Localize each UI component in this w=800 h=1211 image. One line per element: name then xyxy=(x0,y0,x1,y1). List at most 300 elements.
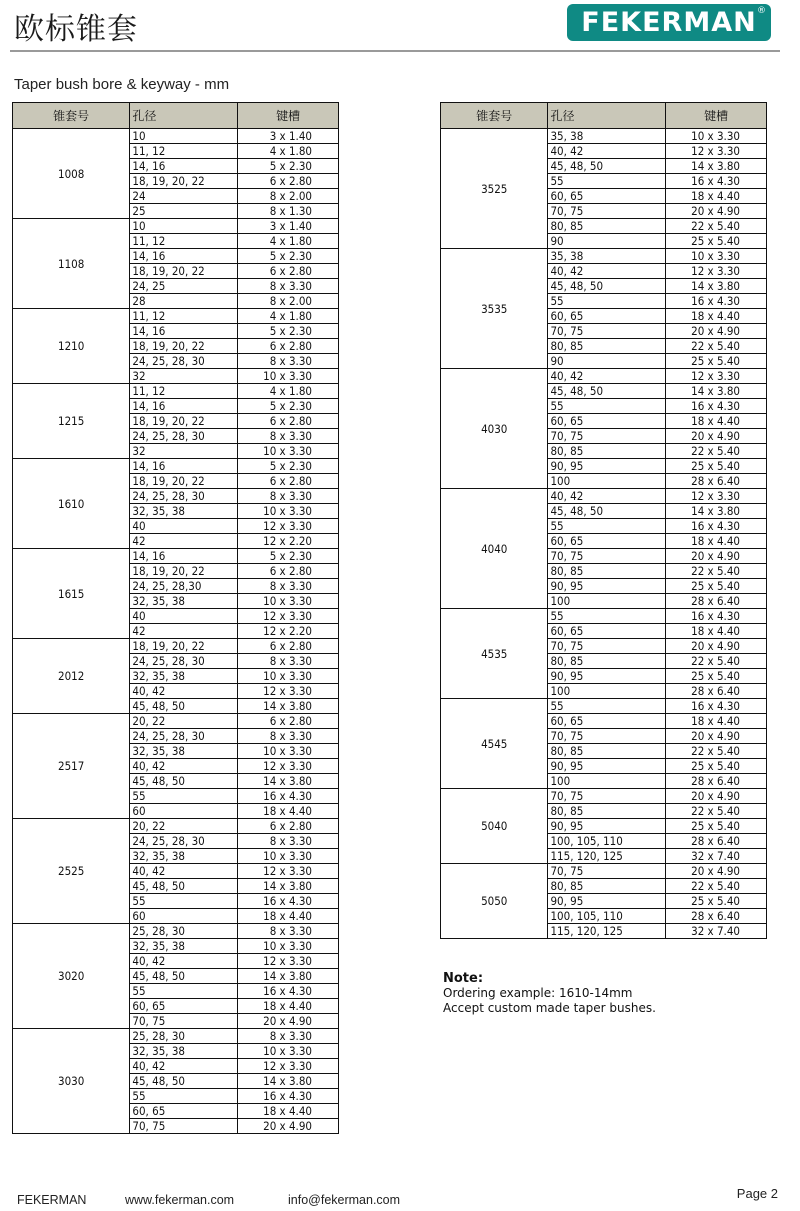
keyway-cell: 4 x 1.80 xyxy=(238,144,339,159)
keyway-cell: 8 x 3.30 xyxy=(238,579,339,594)
bore-cell: 24, 25, 28, 30 xyxy=(130,729,238,744)
keyway-cell: 16 x 4.30 xyxy=(666,699,767,714)
bore-cell: 90, 95 xyxy=(548,759,666,774)
bore-cell: 11, 12 xyxy=(130,384,238,399)
keyway-cell: 18 x 4.40 xyxy=(666,624,767,639)
bore-cell: 100, 105, 110 xyxy=(548,909,666,924)
bore-cell: 90 xyxy=(548,234,666,249)
bore-cell: 70, 75 xyxy=(548,429,666,444)
bore-cell: 14, 16 xyxy=(130,159,238,174)
bush-size-cell: 3535 xyxy=(441,249,548,369)
table-row xyxy=(441,789,767,804)
keyway-cell: 20 x 4.90 xyxy=(238,1014,339,1029)
keyway-cell: 32 x 7.40 xyxy=(666,924,767,939)
bore-cell: 32, 35, 38 xyxy=(130,594,238,609)
keyway-cell: 16 x 4.30 xyxy=(666,399,767,414)
keyway-cell: 10 x 3.30 xyxy=(238,504,339,519)
bore-cell: 14, 16 xyxy=(130,324,238,339)
bore-cell: 40, 42 xyxy=(548,489,666,504)
keyway-cell: 28 x 6.40 xyxy=(666,909,767,924)
bore-cell: 80, 85 xyxy=(548,564,666,579)
keyway-cell: 6 x 2.80 xyxy=(238,714,339,729)
keyway-cell: 5 x 2.30 xyxy=(238,549,339,564)
keyway-cell: 14 x 3.80 xyxy=(238,774,339,789)
table-row xyxy=(441,129,767,144)
bore-cell: 90, 95 xyxy=(548,669,666,684)
bush-size-cell: 4030 xyxy=(441,369,548,489)
keyway-cell: 5 x 2.30 xyxy=(238,159,339,174)
keyway-cell: 8 x 3.30 xyxy=(238,1029,339,1044)
keyway-cell: 12 x 3.30 xyxy=(666,264,767,279)
keyway-cell: 12 x 3.30 xyxy=(238,864,339,879)
keyway-cell: 18 x 4.40 xyxy=(666,189,767,204)
bore-cell: 60, 65 xyxy=(548,624,666,639)
bore-cell: 25, 28, 30 xyxy=(130,924,238,939)
bore-cell: 40 xyxy=(130,609,238,624)
keyway-cell: 12 x 3.30 xyxy=(238,684,339,699)
brand-logo xyxy=(567,4,771,41)
bore-cell: 32, 35, 38 xyxy=(130,1044,238,1059)
bore-cell: 55 xyxy=(548,609,666,624)
table-row xyxy=(13,219,339,234)
column-header-size: 锥套号 xyxy=(13,103,130,129)
keyway-cell: 12 x 3.30 xyxy=(238,519,339,534)
keyway-cell: 16 x 4.30 xyxy=(666,519,767,534)
keyway-cell: 8 x 3.30 xyxy=(238,279,339,294)
bore-cell: 45, 48, 50 xyxy=(548,384,666,399)
bore-cell: 20, 22 xyxy=(130,714,238,729)
bore-cell: 14, 16 xyxy=(130,459,238,474)
bore-cell: 10 xyxy=(130,129,238,144)
bush-size-cell: 1615 xyxy=(13,549,130,639)
bore-cell: 32, 35, 38 xyxy=(130,849,238,864)
bore-cell: 115, 120, 125 xyxy=(548,849,666,864)
bore-cell: 55 xyxy=(548,519,666,534)
keyway-cell: 5 x 2.30 xyxy=(238,249,339,264)
bore-cell: 18, 19, 20, 22 xyxy=(130,414,238,429)
keyway-cell: 20 x 4.90 xyxy=(666,549,767,564)
keyway-cell: 10 x 3.30 xyxy=(238,1044,339,1059)
bore-cell: 32, 35, 38 xyxy=(130,504,238,519)
keyway-cell: 6 x 2.80 xyxy=(238,264,339,279)
keyway-cell: 6 x 2.80 xyxy=(238,564,339,579)
bore-cell: 70, 75 xyxy=(130,1119,238,1134)
bore-cell: 80, 85 xyxy=(548,879,666,894)
bore-cell: 70, 75 xyxy=(548,324,666,339)
keyway-cell: 10 x 3.30 xyxy=(238,849,339,864)
keyway-cell: 25 x 5.40 xyxy=(666,669,767,684)
keyway-cell: 10 x 3.30 xyxy=(238,939,339,954)
bore-cell: 32, 35, 38 xyxy=(130,669,238,684)
keyway-cell: 12 x 2.20 xyxy=(238,624,339,639)
bore-cell: 14, 16 xyxy=(130,399,238,414)
bore-cell: 115, 120, 125 xyxy=(548,924,666,939)
keyway-cell: 28 x 6.40 xyxy=(666,684,767,699)
bore-cell: 18, 19, 20, 22 xyxy=(130,474,238,489)
footer-email-link[interactable]: info@fekerman.com xyxy=(288,1193,401,1207)
bore-cell: 100, 105, 110 xyxy=(548,834,666,849)
bore-cell: 18, 19, 20, 22 xyxy=(130,639,238,654)
table-row xyxy=(13,924,339,939)
bore-cell: 80, 85 xyxy=(548,654,666,669)
keyway-cell: 25 x 5.40 xyxy=(666,354,767,369)
bore-cell: 40, 42 xyxy=(130,684,238,699)
bore-cell: 100 xyxy=(548,474,666,489)
table-row xyxy=(441,369,767,384)
keyway-cell: 8 x 3.30 xyxy=(238,354,339,369)
bore-cell: 60, 65 xyxy=(548,189,666,204)
bore-cell: 24, 25, 28, 30 xyxy=(130,429,238,444)
bush-size-cell: 2525 xyxy=(13,819,130,924)
keyway-cell: 6 x 2.80 xyxy=(238,339,339,354)
keyway-cell: 12 x 3.30 xyxy=(666,369,767,384)
header-divider xyxy=(10,50,780,52)
keyway-cell: 14 x 3.80 xyxy=(238,699,339,714)
bore-cell: 42 xyxy=(130,534,238,549)
table-row xyxy=(13,1029,339,1044)
keyway-cell: 8 x 3.30 xyxy=(238,429,339,444)
bore-cell: 18, 19, 20, 22 xyxy=(130,564,238,579)
keyway-cell: 22 x 5.40 xyxy=(666,654,767,669)
bore-cell: 24, 25, 28, 30 xyxy=(130,354,238,369)
keyway-cell: 10 x 3.30 xyxy=(238,444,339,459)
bore-cell: 18, 19, 20, 22 xyxy=(130,339,238,354)
keyway-cell: 6 x 2.80 xyxy=(238,174,339,189)
bore-cell: 45, 48, 50 xyxy=(548,504,666,519)
keyway-cell: 16 x 4.30 xyxy=(666,609,767,624)
bore-cell: 80, 85 xyxy=(548,219,666,234)
keyway-cell: 16 x 4.30 xyxy=(238,789,339,804)
keyway-cell: 12 x 3.30 xyxy=(666,489,767,504)
keyway-cell: 22 x 5.40 xyxy=(666,804,767,819)
bore-cell: 25, 28, 30 xyxy=(130,1029,238,1044)
keyway-cell: 5 x 2.30 xyxy=(238,459,339,474)
bore-cell: 55 xyxy=(130,789,238,804)
bore-cell: 80, 85 xyxy=(548,444,666,459)
bore-cell: 55 xyxy=(548,399,666,414)
bush-size-cell: 1108 xyxy=(13,219,130,309)
keyway-cell: 10 x 3.30 xyxy=(238,369,339,384)
bore-cell: 11, 12 xyxy=(130,309,238,324)
table-row xyxy=(13,129,339,144)
keyway-cell: 3 x 1.40 xyxy=(238,129,339,144)
bush-size-cell: 4535 xyxy=(441,609,548,699)
bore-cell: 32 xyxy=(130,369,238,384)
keyway-cell: 22 x 5.40 xyxy=(666,444,767,459)
keyway-cell: 8 x 1.30 xyxy=(238,204,339,219)
keyway-cell: 18 x 4.40 xyxy=(666,534,767,549)
bore-cell: 60, 65 xyxy=(548,414,666,429)
page-title: 欧标锥套 xyxy=(14,12,138,47)
keyway-cell: 8 x 2.00 xyxy=(238,189,339,204)
keyway-cell: 16 x 4.30 xyxy=(238,894,339,909)
keyway-cell: 20 x 4.90 xyxy=(666,789,767,804)
column-header-bore: 孔径 xyxy=(548,103,666,129)
bore-cell: 90, 95 xyxy=(548,819,666,834)
ordering-note xyxy=(443,971,656,1016)
footer-website-link[interactable]: www.fekerman.com xyxy=(125,1193,235,1207)
bore-cell: 32, 35, 38 xyxy=(130,744,238,759)
table-row xyxy=(441,864,767,879)
keyway-cell: 16 x 4.30 xyxy=(666,294,767,309)
keyway-cell: 10 x 3.30 xyxy=(666,129,767,144)
keyway-cell: 6 x 2.80 xyxy=(238,414,339,429)
table-row xyxy=(441,489,767,504)
keyway-cell: 10 x 3.30 xyxy=(238,744,339,759)
keyway-cell: 14 x 3.80 xyxy=(666,279,767,294)
table-row xyxy=(13,714,339,729)
bore-cell: 90 xyxy=(548,354,666,369)
bore-cell: 80, 85 xyxy=(548,339,666,354)
bush-size-cell: 1210 xyxy=(13,309,130,384)
bore-cell: 90, 95 xyxy=(548,459,666,474)
bore-cell: 14, 16 xyxy=(130,549,238,564)
bore-cell: 60 xyxy=(130,804,238,819)
table-row xyxy=(13,549,339,564)
taper-bush-table-left xyxy=(12,102,339,1134)
bush-size-cell: 3020 xyxy=(13,924,130,1029)
bore-cell: 100 xyxy=(548,684,666,699)
keyway-cell: 3 x 1.40 xyxy=(238,219,339,234)
keyway-cell: 8 x 3.30 xyxy=(238,654,339,669)
bore-cell: 40, 42 xyxy=(548,369,666,384)
section-subtitle: Taper bush bore & keyway - mm xyxy=(14,76,230,93)
keyway-cell: 18 x 4.40 xyxy=(238,999,339,1014)
bore-cell: 80, 85 xyxy=(548,804,666,819)
column-header-keyway: 键槽 xyxy=(238,103,339,129)
bore-cell: 18, 19, 20, 22 xyxy=(130,174,238,189)
bore-cell: 55 xyxy=(130,984,238,999)
bush-size-cell: 1008 xyxy=(13,129,130,219)
bore-cell: 14, 16 xyxy=(130,249,238,264)
bore-cell: 40, 42 xyxy=(130,759,238,774)
bore-cell: 100 xyxy=(548,594,666,609)
bush-size-cell: 2012 xyxy=(13,639,130,714)
bore-cell: 90, 95 xyxy=(548,894,666,909)
keyway-cell: 12 x 3.30 xyxy=(238,759,339,774)
keyway-cell: 20 x 4.90 xyxy=(238,1119,339,1134)
bore-cell: 40 xyxy=(130,519,238,534)
keyway-cell: 16 x 4.30 xyxy=(238,1089,339,1104)
bore-cell: 28 xyxy=(130,294,238,309)
bore-cell: 24, 25, 28,30 xyxy=(130,579,238,594)
keyway-cell: 32 x 7.40 xyxy=(666,849,767,864)
bore-cell: 40, 42 xyxy=(130,954,238,969)
note-custom-made: Accept custom made taper bushes. xyxy=(443,1001,656,1015)
bore-cell: 25 xyxy=(130,204,238,219)
keyway-cell: 18 x 4.40 xyxy=(666,714,767,729)
keyway-cell: 25 x 5.40 xyxy=(666,459,767,474)
keyway-cell: 5 x 2.30 xyxy=(238,324,339,339)
keyway-cell: 12 x 2.20 xyxy=(238,534,339,549)
keyway-cell: 14 x 3.80 xyxy=(238,969,339,984)
keyway-cell: 4 x 1.80 xyxy=(238,234,339,249)
bore-cell: 18, 19, 20, 22 xyxy=(130,264,238,279)
table-row xyxy=(13,309,339,324)
bore-cell: 32, 35, 38 xyxy=(130,939,238,954)
column-header-keyway: 键槽 xyxy=(666,103,767,129)
bore-cell: 70, 75 xyxy=(548,549,666,564)
keyway-cell: 20 x 4.90 xyxy=(666,639,767,654)
bore-cell: 20, 22 xyxy=(130,819,238,834)
keyway-cell: 20 x 4.90 xyxy=(666,429,767,444)
bore-cell: 55 xyxy=(548,294,666,309)
footer-company: FEKERMAN xyxy=(17,1193,87,1207)
keyway-cell: 25 x 5.40 xyxy=(666,579,767,594)
bore-cell: 35, 38 xyxy=(548,249,666,264)
keyway-cell: 20 x 4.90 xyxy=(666,324,767,339)
bore-cell: 10 xyxy=(130,219,238,234)
table-header-row xyxy=(13,103,339,129)
bush-size-cell: 3030 xyxy=(13,1029,130,1134)
bore-cell: 24 xyxy=(130,189,238,204)
bore-cell: 55 xyxy=(548,174,666,189)
bush-size-cell: 1215 xyxy=(13,384,130,459)
table-row xyxy=(13,459,339,474)
bore-cell: 45, 48, 50 xyxy=(130,774,238,789)
keyway-cell: 10 x 3.30 xyxy=(238,594,339,609)
keyway-cell: 14 x 3.80 xyxy=(666,384,767,399)
bush-size-cell: 4545 xyxy=(441,699,548,789)
keyway-cell: 6 x 2.80 xyxy=(238,639,339,654)
keyway-cell: 10 x 3.30 xyxy=(666,249,767,264)
bore-cell: 45, 48, 50 xyxy=(130,1074,238,1089)
bore-cell: 55 xyxy=(548,699,666,714)
keyway-cell: 12 x 3.30 xyxy=(238,609,339,624)
bore-cell: 45, 48, 50 xyxy=(548,279,666,294)
keyway-cell: 4 x 1.80 xyxy=(238,384,339,399)
keyway-cell: 22 x 5.40 xyxy=(666,339,767,354)
bore-cell: 70, 75 xyxy=(548,864,666,879)
taper-bush-table-right xyxy=(440,102,767,939)
note-ordering-example: Ordering example: 1610-14mm xyxy=(443,986,633,1000)
bore-cell: 70, 75 xyxy=(548,204,666,219)
bore-cell: 32 xyxy=(130,444,238,459)
bore-cell: 45, 48, 50 xyxy=(130,879,238,894)
keyway-cell: 14 x 3.80 xyxy=(666,504,767,519)
bore-cell: 40, 42 xyxy=(130,864,238,879)
keyway-cell: 10 x 3.30 xyxy=(238,669,339,684)
bore-cell: 60, 65 xyxy=(130,999,238,1014)
table-header-row xyxy=(441,103,767,129)
bore-cell: 60, 65 xyxy=(548,534,666,549)
bore-cell: 11, 12 xyxy=(130,234,238,249)
bore-cell: 55 xyxy=(130,894,238,909)
column-header-bore: 孔径 xyxy=(130,103,238,129)
table-row xyxy=(13,639,339,654)
keyway-cell: 18 x 4.40 xyxy=(666,414,767,429)
note-title: Note: xyxy=(443,971,484,986)
keyway-cell: 22 x 5.40 xyxy=(666,564,767,579)
keyway-cell: 25 x 5.40 xyxy=(666,759,767,774)
keyway-cell: 6 x 2.80 xyxy=(238,474,339,489)
bore-cell: 60, 65 xyxy=(548,309,666,324)
keyway-cell: 28 x 6.40 xyxy=(666,774,767,789)
keyway-cell: 20 x 4.90 xyxy=(666,204,767,219)
bush-size-cell: 5050 xyxy=(441,864,548,939)
bore-cell: 45, 48, 50 xyxy=(130,699,238,714)
table-row xyxy=(441,609,767,624)
keyway-cell: 16 x 4.30 xyxy=(238,984,339,999)
bore-cell: 24, 25, 28, 30 xyxy=(130,654,238,669)
bore-cell: 24, 25, 28, 30 xyxy=(130,834,238,849)
keyway-cell: 8 x 3.30 xyxy=(238,489,339,504)
brand-name: FEKERMAN xyxy=(581,7,757,38)
bush-size-cell: 5040 xyxy=(441,789,548,864)
column-header-size: 锥套号 xyxy=(441,103,548,129)
bush-size-cell: 4040 xyxy=(441,489,548,609)
bore-cell: 70, 75 xyxy=(548,639,666,654)
keyway-cell: 25 x 5.40 xyxy=(666,234,767,249)
keyway-cell: 14 x 3.80 xyxy=(666,159,767,174)
keyway-cell: 28 x 6.40 xyxy=(666,474,767,489)
bore-cell: 90, 95 xyxy=(548,579,666,594)
keyway-cell: 28 x 6.40 xyxy=(666,834,767,849)
bore-cell: 24, 25, 28, 30 xyxy=(130,489,238,504)
keyway-cell: 22 x 5.40 xyxy=(666,744,767,759)
keyway-cell: 18 x 4.40 xyxy=(666,309,767,324)
keyway-cell: 12 x 3.30 xyxy=(238,954,339,969)
bush-size-cell: 2517 xyxy=(13,714,130,819)
bore-cell: 35, 38 xyxy=(548,129,666,144)
keyway-cell: 18 x 4.40 xyxy=(238,909,339,924)
bore-cell: 60, 65 xyxy=(130,1104,238,1119)
bore-cell: 40, 42 xyxy=(548,264,666,279)
table-row xyxy=(441,699,767,714)
bore-cell: 45, 48, 50 xyxy=(548,159,666,174)
keyway-cell: 25 x 5.40 xyxy=(666,819,767,834)
table-row xyxy=(13,384,339,399)
bore-cell: 100 xyxy=(548,774,666,789)
bore-cell: 60 xyxy=(130,909,238,924)
page-number: Page 2 xyxy=(736,1186,778,1201)
bore-cell: 70, 75 xyxy=(548,789,666,804)
table-row xyxy=(441,249,767,264)
keyway-cell: 12 x 3.30 xyxy=(666,144,767,159)
keyway-cell: 20 x 4.90 xyxy=(666,864,767,879)
keyway-cell: 12 x 3.30 xyxy=(238,1059,339,1074)
keyway-cell: 25 x 5.40 xyxy=(666,894,767,909)
keyway-cell: 18 x 4.40 xyxy=(238,1104,339,1119)
keyway-cell: 22 x 5.40 xyxy=(666,219,767,234)
bore-cell: 40, 42 xyxy=(130,1059,238,1074)
keyway-cell: 18 x 4.40 xyxy=(238,804,339,819)
keyway-cell: 22 x 5.40 xyxy=(666,879,767,894)
bore-cell: 80, 85 xyxy=(548,744,666,759)
registered-mark: ® xyxy=(757,6,767,16)
keyway-cell: 6 x 2.80 xyxy=(238,819,339,834)
bore-cell: 70, 75 xyxy=(130,1014,238,1029)
bush-size-cell: 1610 xyxy=(13,459,130,549)
keyway-cell: 14 x 3.80 xyxy=(238,879,339,894)
keyway-cell: 28 x 6.40 xyxy=(666,594,767,609)
keyway-cell: 8 x 3.30 xyxy=(238,834,339,849)
bush-size-cell: 3525 xyxy=(441,129,548,249)
bore-cell: 70, 75 xyxy=(548,729,666,744)
bore-cell: 45, 48, 50 xyxy=(130,969,238,984)
bore-cell: 40, 42 xyxy=(548,144,666,159)
bore-cell: 60, 65 xyxy=(548,714,666,729)
keyway-cell: 5 x 2.30 xyxy=(238,399,339,414)
keyway-cell: 8 x 3.30 xyxy=(238,729,339,744)
keyway-cell: 8 x 2.00 xyxy=(238,294,339,309)
keyway-cell: 8 x 3.30 xyxy=(238,924,339,939)
bore-cell: 24, 25 xyxy=(130,279,238,294)
bore-cell: 42 xyxy=(130,624,238,639)
bore-cell: 55 xyxy=(130,1089,238,1104)
bore-cell: 11, 12 xyxy=(130,144,238,159)
keyway-cell: 16 x 4.30 xyxy=(666,174,767,189)
